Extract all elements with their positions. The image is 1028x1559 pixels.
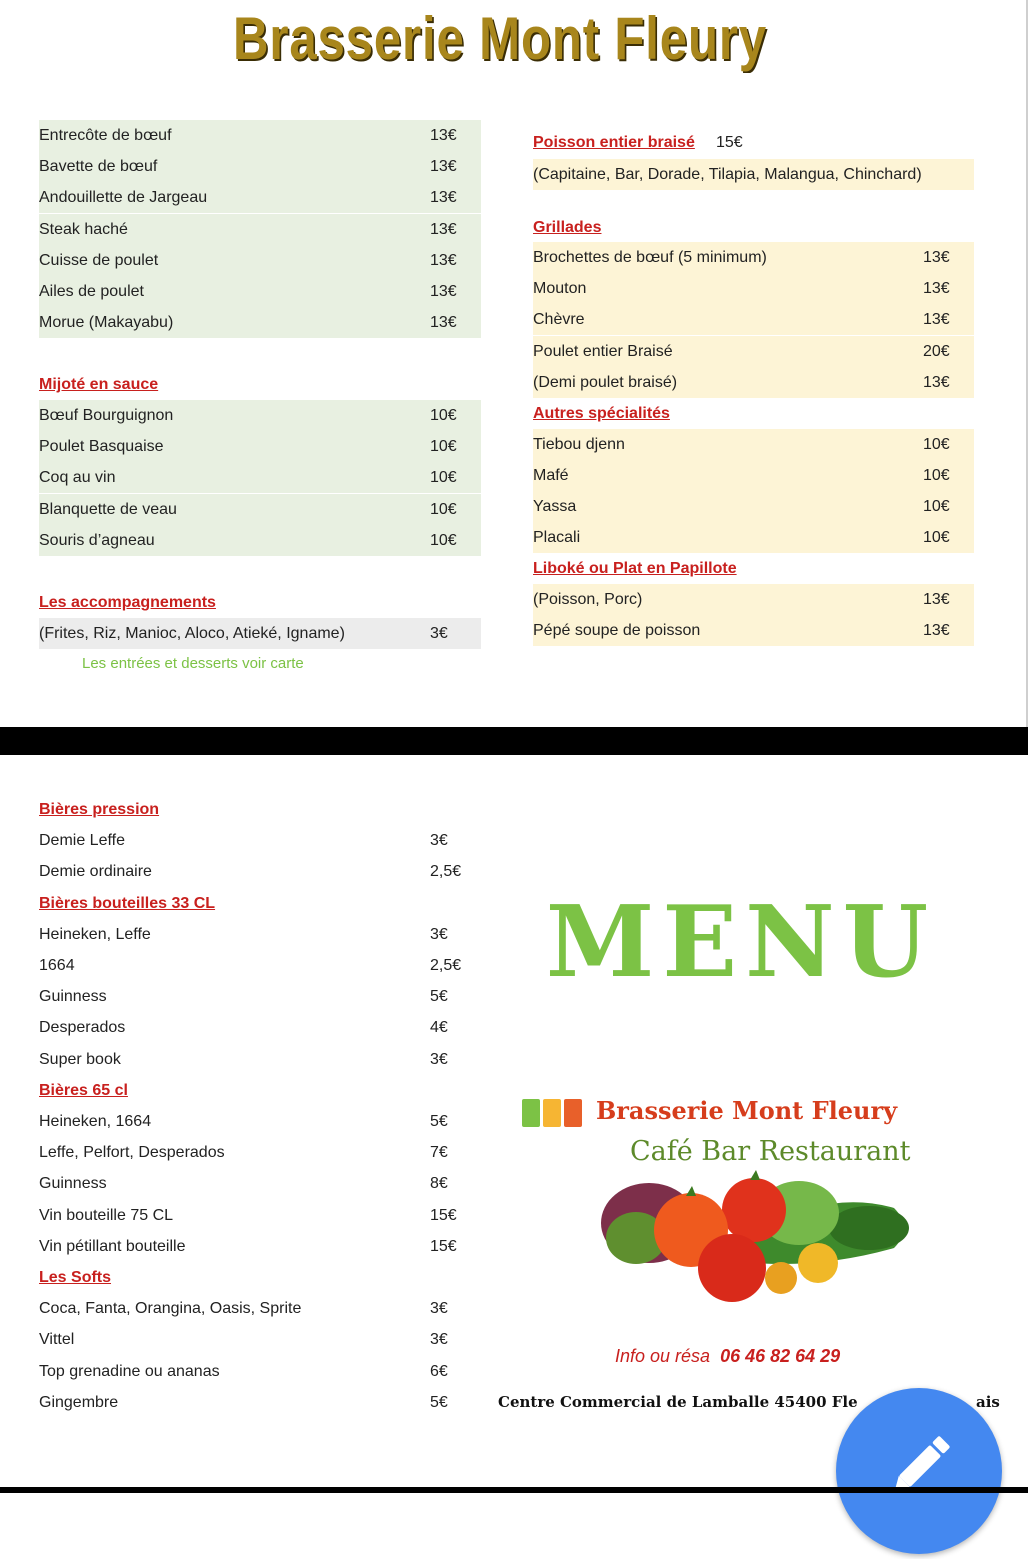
item-price: 10€ bbox=[430, 438, 457, 456]
vegetables-illustration bbox=[594, 1168, 914, 1318]
poisson-detail-row bbox=[533, 159, 974, 190]
drink-name: Vin pétillant bouteille bbox=[39, 1237, 186, 1255]
item-name: Brochettes de bœuf (5 minimum) bbox=[533, 249, 767, 266]
menu-heading: MENU bbox=[545, 885, 937, 1000]
drink-price: 4€ bbox=[430, 1019, 448, 1037]
section-poisson-title: Poisson entier braisé bbox=[533, 134, 695, 151]
address-tail: ais bbox=[976, 1393, 1000, 1411]
menu-item-row bbox=[533, 304, 974, 335]
item-name: Blanquette de veau bbox=[39, 500, 177, 518]
drink-price: 5€ bbox=[430, 1113, 448, 1130]
drink-price: 2,5€ bbox=[430, 957, 462, 974]
drink-name: Heineken, 1664 bbox=[39, 1113, 152, 1130]
drink-name: Gingembre bbox=[39, 1393, 119, 1411]
drink-item-row bbox=[39, 1324, 479, 1355]
item-name: Cuisse de poulet bbox=[39, 251, 159, 269]
menu-item-row bbox=[533, 584, 974, 615]
address-text: Centre Commercial de Lamballe 45400 Fle bbox=[498, 1393, 858, 1411]
item-name: Bavette de bœuf bbox=[39, 158, 158, 176]
item-price: 10€ bbox=[430, 469, 457, 487]
item-name: Souris d’agneau bbox=[39, 531, 155, 549]
drink-price: 2,5€ bbox=[430, 863, 462, 881]
section-liboke-title: Liboké ou Plat en Papillote bbox=[533, 560, 737, 577]
item-price: 13€ bbox=[430, 251, 457, 269]
starters-note: Les entrées et desserts voir carte bbox=[82, 655, 304, 672]
drink-item-row bbox=[39, 856, 479, 887]
drink-item-row bbox=[39, 1231, 479, 1262]
reservation-info bbox=[615, 1346, 840, 1367]
pencil-icon bbox=[836, 1388, 1002, 1554]
item-price: 10€ bbox=[923, 529, 950, 546]
drinks-section-title: Bières pression bbox=[39, 801, 160, 818]
item-name: Andouillette de Jargeau bbox=[39, 189, 208, 207]
item-price: 10€ bbox=[923, 467, 950, 484]
drink-name: Demie ordinaire bbox=[39, 863, 152, 881]
item-name: Entrecôte de bœuf bbox=[39, 127, 172, 144]
item-price: 10€ bbox=[430, 407, 457, 424]
menu-item-row bbox=[39, 462, 481, 493]
drink-item-row bbox=[39, 1012, 479, 1043]
item-name: Mafé bbox=[533, 467, 569, 484]
item-name: Pépé soupe de poisson bbox=[533, 622, 701, 639]
menu-item-row bbox=[533, 522, 974, 553]
menu-item-row bbox=[533, 429, 974, 460]
drink-price: 3€ bbox=[430, 925, 448, 943]
item-price: 13€ bbox=[923, 591, 950, 608]
bottom-bar bbox=[0, 1487, 1028, 1493]
drink-name: Coca, Fanta, Orangina, Oasis, Sprite bbox=[39, 1300, 302, 1318]
item-price: 13€ bbox=[923, 373, 950, 391]
page-title: Brasserie Mont Fleury bbox=[233, 5, 767, 72]
menu-item-row bbox=[39, 276, 481, 307]
menu-item-row bbox=[39, 151, 481, 182]
poisson-price-value: 15€ bbox=[716, 134, 743, 151]
item-name: Poulet entier Braisé bbox=[533, 342, 673, 360]
item-name: Poulet Basquaise bbox=[39, 438, 164, 456]
item-price: 13€ bbox=[430, 283, 457, 300]
drink-price: 15€ bbox=[430, 1206, 457, 1224]
drink-price: 3€ bbox=[430, 1300, 448, 1318]
drink-item-row bbox=[39, 1387, 479, 1418]
drinks-section-title: Bières 65 cl bbox=[39, 1081, 128, 1099]
item-price: 13€ bbox=[923, 311, 950, 329]
item-name: Ailes de poulet bbox=[39, 283, 144, 300]
drink-item-row bbox=[39, 1137, 479, 1168]
drink-price: 5€ bbox=[430, 1393, 448, 1411]
drink-name: Guinness bbox=[39, 1175, 107, 1193]
drink-item-row bbox=[39, 1044, 479, 1075]
item-name: Placali bbox=[533, 529, 581, 546]
item-name: Yassa bbox=[533, 498, 577, 515]
item-price: 10€ bbox=[430, 500, 457, 518]
menu-item-row bbox=[39, 307, 481, 338]
poisson-detail: (Capitaine, Bar, Dorade, Tilapia, Malangua, Chinchard) bbox=[533, 166, 922, 183]
menu-item-row bbox=[533, 367, 974, 398]
item-price: 20€ bbox=[923, 342, 950, 360]
drink-item-row bbox=[39, 950, 479, 981]
section-grillades-title: Grillades bbox=[533, 219, 602, 236]
drink-name: Vin bouteille 75 CL bbox=[39, 1206, 174, 1224]
item-price: 13€ bbox=[430, 127, 457, 144]
item-price: 10€ bbox=[923, 498, 950, 515]
drink-item-row bbox=[39, 1293, 479, 1324]
drinks-section-title: Les Softs bbox=[39, 1269, 112, 1286]
item-name: (Frites, Riz, Manioc, Aloco, Atieké, Igname) bbox=[39, 625, 345, 642]
menu-item-row bbox=[39, 494, 481, 525]
menu-item-row bbox=[39, 618, 481, 649]
drink-item-row bbox=[39, 1356, 479, 1387]
drink-price: 6€ bbox=[430, 1362, 448, 1380]
drink-name: Leffe, Pelfort, Desperados bbox=[39, 1144, 225, 1162]
item-price: 13€ bbox=[923, 249, 950, 266]
item-name: Bœuf Bourguignon bbox=[39, 407, 174, 424]
item-name: Tiebou djenn bbox=[533, 436, 625, 453]
item-name: Chèvre bbox=[533, 311, 585, 329]
drink-name: Top grenadine ou ananas bbox=[39, 1362, 220, 1380]
menu-item-row bbox=[533, 460, 974, 491]
logo-icon bbox=[522, 1099, 584, 1129]
drink-name: Super book bbox=[39, 1050, 121, 1068]
item-price: 13€ bbox=[923, 280, 950, 298]
menu-item-row bbox=[39, 245, 481, 276]
edit-button[interactable] bbox=[836, 1388, 1002, 1554]
drink-price: 7€ bbox=[430, 1144, 448, 1162]
section-specialites-title: Autres spécialités bbox=[533, 405, 670, 422]
item-price: 10€ bbox=[430, 531, 457, 549]
info-label: Info ou résa bbox=[615, 1346, 711, 1366]
menu-item-row bbox=[533, 336, 974, 367]
item-name: Mouton bbox=[533, 280, 587, 298]
drink-price: 3€ bbox=[430, 1331, 448, 1349]
item-name: Coq au vin bbox=[39, 469, 116, 487]
drink-name: Demie Leffe bbox=[39, 832, 125, 850]
menu-item-row bbox=[533, 273, 974, 304]
address bbox=[498, 1393, 1000, 1411]
drink-name: Vittel bbox=[39, 1331, 75, 1349]
item-price: 3€ bbox=[430, 625, 448, 642]
drink-item-row bbox=[39, 1168, 479, 1199]
section-mijote-title: Mijoté en sauce bbox=[39, 376, 159, 393]
drink-price: 3€ bbox=[430, 1050, 448, 1068]
item-price: 13€ bbox=[430, 314, 457, 332]
logo-name: Brasserie Mont Fleury bbox=[596, 1096, 898, 1125]
phone-number: 06 46 82 64 29 bbox=[720, 1346, 841, 1366]
item-name: Steak haché bbox=[39, 220, 128, 238]
menu-item-row bbox=[533, 491, 974, 522]
menu-item-row bbox=[39, 182, 481, 213]
drink-item-row bbox=[39, 919, 479, 950]
item-price: 13€ bbox=[430, 189, 457, 207]
menu-item-row bbox=[39, 214, 481, 245]
drink-name: 1664 bbox=[39, 957, 75, 974]
item-name: (Demi poulet braisé) bbox=[533, 373, 678, 391]
drink-price: 5€ bbox=[430, 988, 448, 1006]
menu-item-row bbox=[533, 615, 974, 646]
item-name: (Poisson, Porc) bbox=[533, 591, 643, 608]
menu-item-row bbox=[39, 120, 481, 151]
drink-name: Heineken, Leffe bbox=[39, 925, 151, 943]
item-price: 13€ bbox=[430, 158, 457, 176]
drink-item-row bbox=[39, 1200, 479, 1231]
menu-item-row bbox=[39, 400, 481, 431]
drink-price: 8€ bbox=[430, 1175, 448, 1193]
drink-name: Desperados bbox=[39, 1019, 126, 1037]
section-accompagnements-title: Les accompagnements bbox=[39, 594, 216, 611]
menu-item-row bbox=[533, 242, 974, 273]
drink-price: 3€ bbox=[430, 832, 448, 850]
item-name: Morue (Makayabu) bbox=[39, 314, 174, 332]
menu-item-row bbox=[39, 431, 481, 462]
item-price: 13€ bbox=[923, 622, 950, 639]
drink-price: 15€ bbox=[430, 1237, 457, 1255]
item-price: 13€ bbox=[430, 220, 457, 238]
drinks-section-title: Bières bouteilles 33 CL bbox=[39, 894, 216, 912]
drink-item-row bbox=[39, 1106, 479, 1137]
drink-item-row bbox=[39, 981, 479, 1012]
drink-item-row bbox=[39, 825, 479, 856]
drink-name: Guinness bbox=[39, 988, 107, 1006]
logo-tagline: Café Bar Restaurant bbox=[630, 1136, 911, 1167]
item-price: 10€ bbox=[923, 436, 950, 453]
menu-item-row bbox=[39, 525, 481, 556]
page-separator bbox=[0, 727, 1028, 755]
